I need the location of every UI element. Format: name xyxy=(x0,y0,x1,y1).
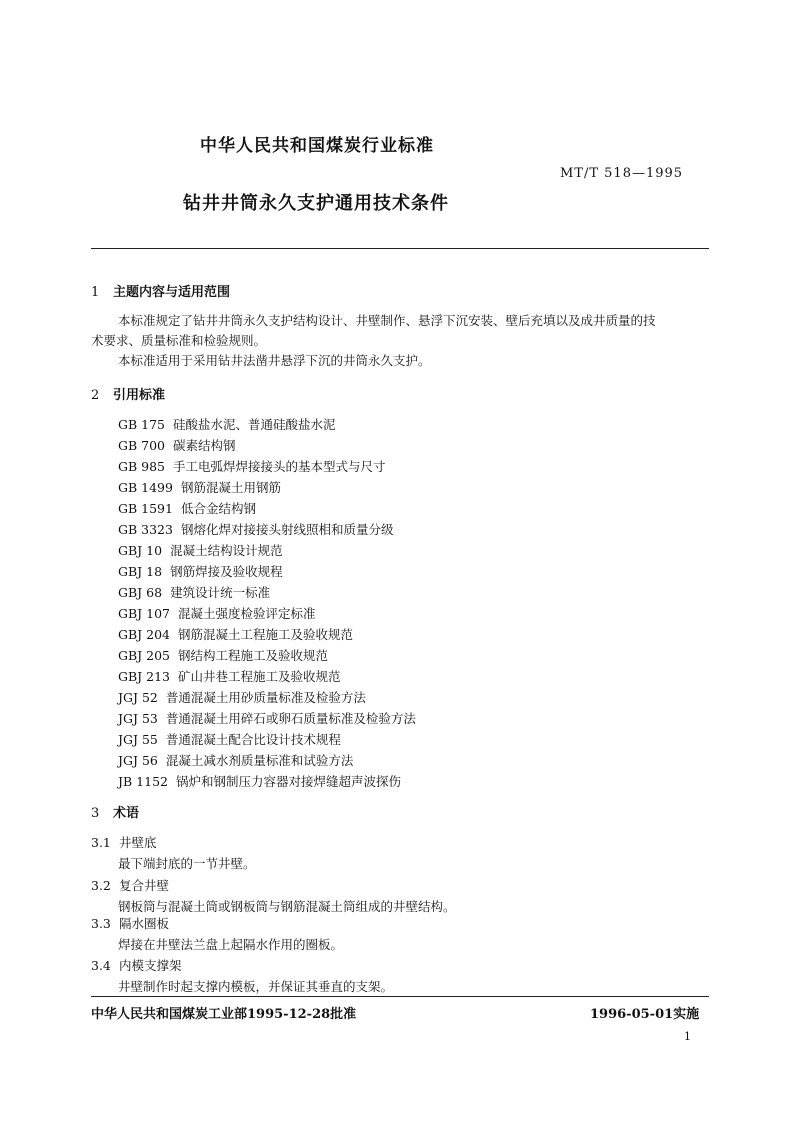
reference-item xyxy=(118,667,341,685)
term-number: 3.4 xyxy=(91,958,111,973)
reference-item xyxy=(118,751,353,769)
section-number: 2 xyxy=(91,388,100,403)
reference-item xyxy=(118,625,353,643)
reference-item xyxy=(118,688,366,706)
reference-title: 普通混凝土用砂质量标准及检验方法 xyxy=(165,690,366,705)
reference-code: JB 1152 xyxy=(118,774,168,789)
reference-code: GBJ 10 xyxy=(118,543,163,558)
term-name: 内模支撑架 xyxy=(119,958,182,973)
term-name: 井壁底 xyxy=(119,835,157,850)
reference-code: GBJ 107 xyxy=(118,606,171,621)
reference-item xyxy=(118,541,283,559)
reference-item xyxy=(118,457,386,475)
reference-title: 钢结构工程施工及验收规范 xyxy=(178,648,329,663)
reference-title: 低合金结构钢 xyxy=(180,501,256,516)
section-2-heading xyxy=(91,384,165,403)
term-definition: 焊接在井壁法兰盘上起隔水作用的圈板。 xyxy=(118,937,344,952)
reference-title: 混凝土结构设计规范 xyxy=(170,543,283,558)
reference-code: GBJ 18 xyxy=(118,564,163,579)
reference-code: GB 3323 xyxy=(118,522,173,537)
approval-text: 中华人民共和国煤炭工业部1995-12-28批准 xyxy=(91,1007,357,1022)
page-number: 1 xyxy=(684,1030,691,1043)
section-title: 术语 xyxy=(113,806,140,821)
term-definition: 最下端封底的一节井壁。 xyxy=(118,856,256,871)
reference-item xyxy=(118,478,281,496)
section-title: 主题内容与适用范围 xyxy=(113,285,231,300)
section-1-para2: 本标准适用于采用钻井法凿井悬浮下沉的井筒永久支护。 xyxy=(118,353,431,368)
reference-title: 锅炉和钢制压力容器对接焊缝超声波探伤 xyxy=(175,774,401,789)
standard-code: MT/T 518—1995 xyxy=(560,166,684,181)
section-1-para1-line1: 本标准规定了钻井井筒永久支护结构设计、井壁制作、悬浮下沉安装、壁后充填以及成井质量的技 xyxy=(118,313,656,328)
section-1-para1-line2: 术要求、质量标准和检验规则。 xyxy=(91,333,267,348)
reference-code: JGJ 53 xyxy=(118,711,158,726)
reference-title: 普通混凝土用碎石或卵石质量标准及检验方法 xyxy=(165,711,416,726)
reference-code: JGJ 56 xyxy=(118,753,158,768)
reference-title: 手工电弧焊焊接接头的基本型式与尺寸 xyxy=(173,459,386,474)
term-number: 3.1 xyxy=(91,835,111,850)
section-3-heading xyxy=(91,802,139,821)
reference-item xyxy=(118,583,270,601)
reference-title: 钢熔化焊对接接头射线照相和质量分级 xyxy=(180,522,394,537)
term-heading xyxy=(91,833,157,851)
term-heading xyxy=(91,956,182,974)
document-title: 钻井井筒永久支护通用技术条件 xyxy=(183,193,449,214)
reference-item xyxy=(118,499,256,517)
reference-item xyxy=(118,562,283,580)
reference-code: GBJ 68 xyxy=(118,585,163,600)
reference-code: GB 1499 xyxy=(118,480,173,495)
header-divider xyxy=(91,248,709,249)
section-number: 3 xyxy=(91,806,100,821)
term-heading xyxy=(91,876,169,894)
reference-title: 混凝土强度检验评定标准 xyxy=(178,606,316,621)
reference-item xyxy=(118,709,416,727)
reference-title: 钢筋混凝土用钢筋 xyxy=(180,480,281,495)
reference-title: 混凝土减水剂质量标准和试验方法 xyxy=(165,753,354,768)
reference-code: GB 1591 xyxy=(118,501,173,516)
reference-title: 矿山井巷工程施工及验收规范 xyxy=(178,669,341,684)
reference-code: GBJ 204 xyxy=(118,627,171,642)
footer-divider xyxy=(91,996,709,997)
reference-title: 硅酸盐水泥、普通硅酸盐水泥 xyxy=(173,417,336,432)
reference-item xyxy=(118,415,336,433)
reference-code: JGJ 55 xyxy=(118,732,158,747)
term-name: 隔水圈板 xyxy=(119,916,170,931)
reference-title: 钢筋混凝土工程施工及验收规范 xyxy=(178,627,354,642)
reference-item xyxy=(118,604,316,622)
reference-code: GB 175 xyxy=(118,417,166,432)
section-1-heading xyxy=(91,281,230,300)
effective-date: 1996-05-01实施 xyxy=(590,1007,700,1022)
reference-title: 建筑设计统一标准 xyxy=(170,585,271,600)
standard-category: 中华人民共和国煤炭行业标准 xyxy=(200,136,434,156)
term-definition: 井壁制作时起支撑内模板，并保证其垂直的支架。 xyxy=(118,979,394,994)
reference-code: JGJ 52 xyxy=(118,690,158,705)
term-number: 3.3 xyxy=(91,916,111,931)
reference-item xyxy=(118,520,393,538)
reference-code: GBJ 213 xyxy=(118,669,171,684)
term-name: 复合井壁 xyxy=(119,878,170,893)
reference-title: 碳素结构钢 xyxy=(173,438,236,453)
reference-code: GB 700 xyxy=(118,438,166,453)
reference-code: GBJ 205 xyxy=(118,648,171,663)
section-title: 引用标准 xyxy=(113,388,166,403)
term-definition: 钢板筒与混凝土筒或钢板筒与钢筋混凝土筒组成的井壁结构。 xyxy=(118,899,456,914)
reference-item xyxy=(118,730,341,748)
reference-title: 普通混凝土配合比设计技术规程 xyxy=(165,732,341,747)
reference-item xyxy=(118,646,328,664)
reference-item xyxy=(118,436,236,454)
term-heading xyxy=(91,914,169,932)
section-number: 1 xyxy=(91,285,100,300)
reference-title: 钢筋焊接及验收规程 xyxy=(170,564,283,579)
reference-item xyxy=(118,772,401,790)
reference-code: GB 985 xyxy=(118,459,166,474)
term-number: 3.2 xyxy=(91,878,111,893)
